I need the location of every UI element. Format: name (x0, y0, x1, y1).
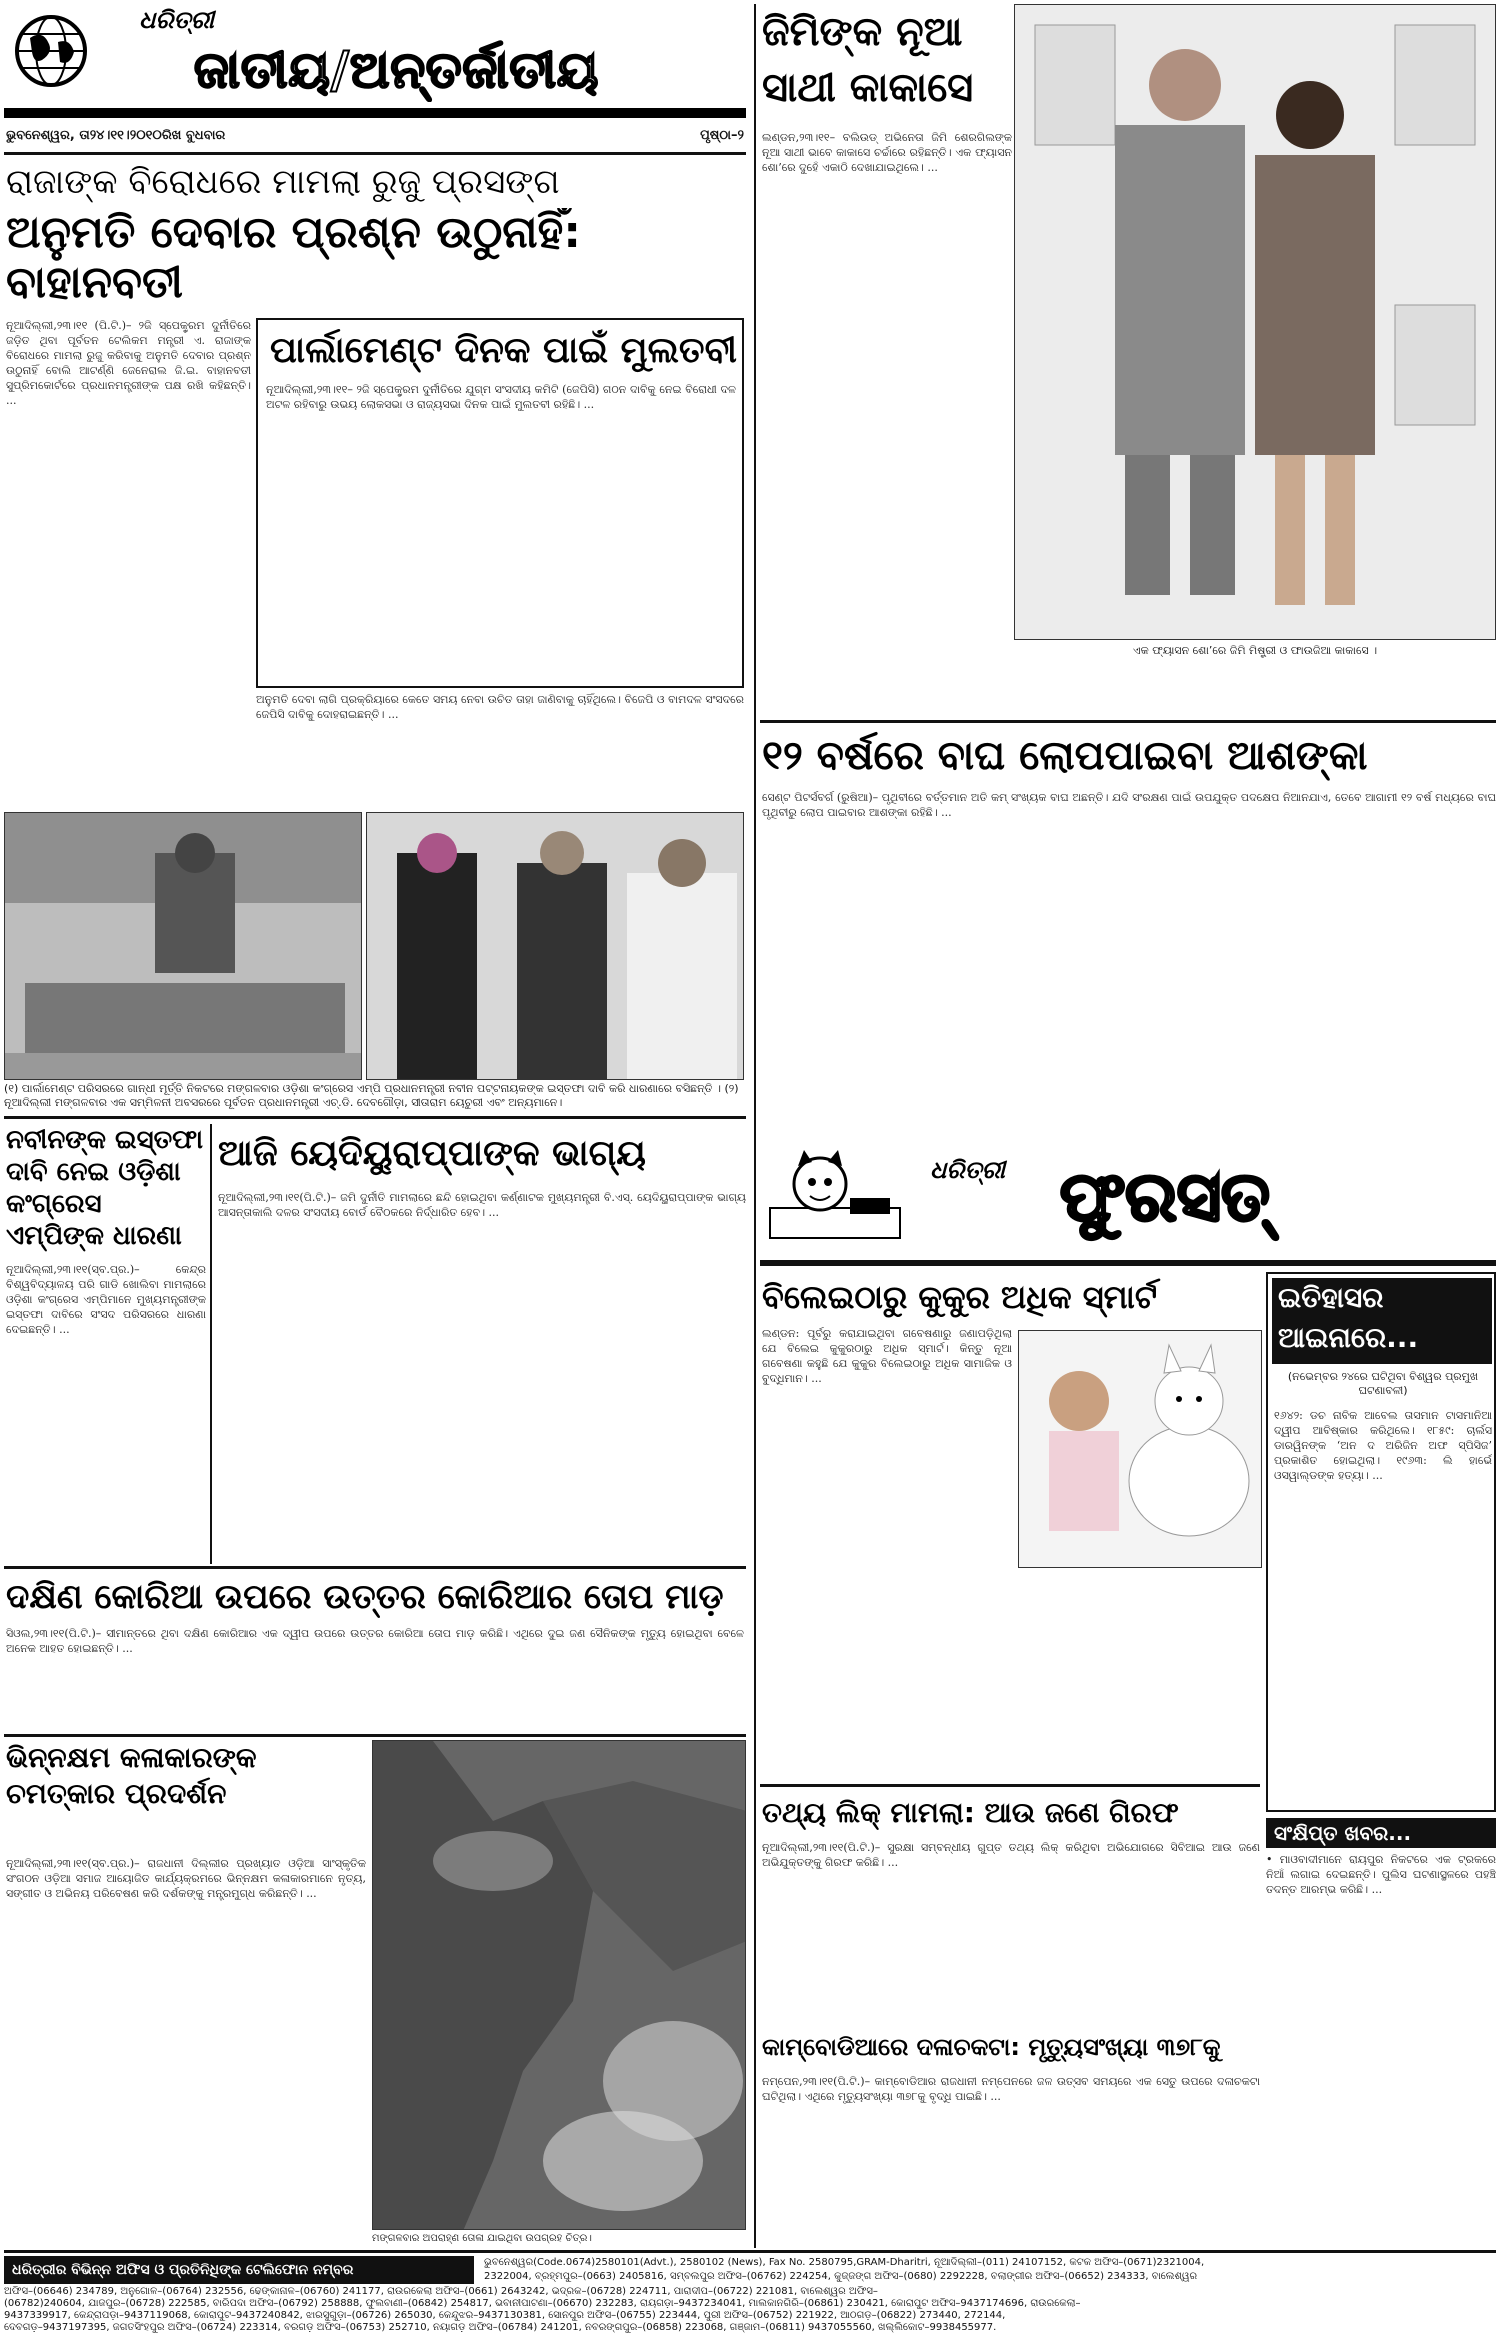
headline-parl: ପାର୍ଲାମେଣ୍ଟ ଦିନକ ପାଇଁ ମୁଲତବୀ (270, 330, 737, 371)
headline-jimmy: ଜିମିଙ୍କ ନୂଆ ସାଥୀ କାକାସେ (762, 9, 974, 111)
divider (760, 1784, 1260, 1787)
article-body-naveen: ନୂଆଦିଲ୍ଲୀ,୨୩।୧୧(ସ୍ବ.ପ୍ର.)– କେନ୍ଦ୍ର ବିଶ୍ୱବିଦ୍ୟାଳୟ ପରି ଗାଡି ଖୋଲିବା ମାମଲାରେ ଓଡ଼ିଶା କଂଗ୍ରେସ ଏମ୍ପିମାନେ ମୁଖ୍ୟମନ୍ତ୍ରୀଙ୍କ ଇସ୍ତଫା ଦାବିରେ ସଂସଦ ପରିସରରେ ଧାରଣା ଦେଇଛନ୍ତି। ... (6, 1263, 206, 1336)
footer-title: ଧରିତ୍ରୀର ବିଭିନ୍ନ ଅଫିସ ଓ ପ୍ରତିନିଧିଙ୍କ ଟେଲିଫୋନ ନମ୍ବର (4, 2256, 474, 2284)
brief-body: • ମାଓବାଦୀମାନେ ରାୟପୁର ନିକଟରେ ଏକ ଟ୍ରକରେ ନିଆଁ ଲଗାଇ ଦେଇଛନ୍ତି। ପୁଲିସ ଘଟଣାସ୍ଥଳରେ ପହଞ୍ଚି ତଦନ୍ତ ଆରମ୍ଭ କରିଛି। ... (1266, 1853, 1496, 1896)
fursat-brand: ଧରିତ୍ରୀ (930, 1156, 1005, 1184)
page-label: ପୃଷ୍ଠା–୨ (700, 128, 744, 143)
headline-cambodia: କାମ୍ବୋଡିଆରେ ଦଳାଚକଟା: ମୃତ୍ୟୁସଂଖ୍ୟା ୩୭୮କୁ (762, 2033, 1221, 2061)
photo-caption-1: (୧) ପାର୍ଲାମେଣ୍ଟ ପରିସରରେ ଗାନ୍ଧୀ ମୂର୍ତ୍ତି ନିକଟରେ ମଙ୍ଗଳବାର ଓଡ଼ିଶା କଂଗ୍ରେସ ଏମ୍ପି ପ୍ରଧାନମନ୍ତ୍ରୀ ନବୀନ ପଟ୍ଟନାୟକଙ୍କ ଇସ୍ତଫା ଦାବି କରି ଧାରଣାରେ ବସିଛନ୍ତି । (୨) ନୂଆଦିଲ୍ଲୀ ମଙ୍ଗଳବାର ଏକ ସମ୍ମିଳନୀ ଅବସରରେ ପୂର୍ବତନ ପ୍ରଧାନମନ୍ତ୍ରୀ ଏଚ୍.ଡି. ଦେବଗୌଡ଼ା, ସୀତାରାମ ୟେଚୁରୀ ଏବଂ ଅନ୍ୟମାନେ। (4, 1082, 739, 1109)
divider (4, 1566, 746, 1569)
footer-line: 2322004, ବ୍ରହ୍ମପୁର–(0663) 2405816, ସମ୍ବଲପୁର ଅଫିସ–(06762) 224254, କୁଜ୍ଜଙ୍ଗ ଅଫିସ–(0680) 2292228, ବଲାଙ୍ଗୀର ଅଫିସ–(06652) 234333, ବାଲେଶ୍ୱର (484, 2271, 1198, 2282)
photo-deve-gowda (366, 812, 744, 1080)
masthead-title-band (94, 34, 744, 104)
headline-artists: ଭିନ୍ନକ୍ଷମ କଳାକାରଙ୍କ ଚମତ୍କାର ପ୍ରଦର୍ଶନ (6, 1741, 257, 1810)
headline-tiger: ୧୨ ବର୍ଷରେ ବାଘ ଲୋପପାଇବା ଆଶଙ୍କା (762, 733, 1368, 779)
article-body-parl: ନୂଆଦିଲ୍ଲୀ,୨୩।୧୧– ୨ଜି ସ୍ପେକ୍ଟ୍ରମ ଦୁର୍ନୀତିରେ ଯୁଗ୍ମ ସଂସଦୀୟ କମିଟି (ଜେପିସି) ଗଠନ ଦାବିକୁ ନେଇ ବିରୋଧୀ ଦଳ ଅଟଳ ରହିବାରୁ ଉଭୟ ଲୋକସଭା ଓ ରାଜ୍ୟସଭା ଦିନକ ପାଇଁ ମୁଲତବୀ ରହିଛି। ... (266, 383, 736, 411)
footer-line: (06782)240604, ଯାଜପୁର–(06728) 222585, ବାରିପଦା ଅଫିସ–(06792) 258888, ଫୁଲବାଣୀ–(06842) 254817, ଭବାନୀପାଟଣା–(06670) 232283, ରାୟଗଡ଼ା–9437234041, ମାଲକାନଗିରି–(06861) 230421, କୋରାପୁଟ ଅଫିସ–9437174696, ରାଉରକେଲା– (4, 2298, 1081, 2309)
satellite-image (372, 1740, 746, 2230)
article-body-artists: ନୂଆଦିଲ୍ଲୀ,୨୩।୧୧(ସ୍ବ.ପ୍ର.)– ରାଜଧାନୀ ଦିଲ୍ଲୀର ପ୍ରଖ୍ୟାତ ଓଡ଼ିଆ ସାଂସ୍କୃତିକ ସଂଗଠନ ଓଡ଼ିଆ ସମାଜ ଆୟୋଜିତ କାର୍ଯ୍ୟକ୍ରମରେ ଭିନ୍ନକ୍ଷମ କଳାକାରମାନେ ନୃତ୍ୟ, ସଙ୍ଗୀତ ଓ ଅଭିନୟ ପରିବେଷଣ କରି ଦର୍ଶକଙ୍କୁ ମନ୍ତ୍ରମୁଗ୍ଧ କରିଛନ୍ତି। ... (6, 1857, 366, 1900)
cat-cartoon-icon (760, 1148, 910, 1248)
headline-brief: ସଂକ୍ଷିପ୍ତ ଖବର... (1266, 1818, 1496, 1848)
masthead-bar (4, 108, 746, 118)
headline-yeddy: ଆଜି ୟେଦିୟୁରାପ୍ପାଙ୍କ ଭାଗ୍ୟ (218, 1133, 646, 1174)
footer-line: ଭୁବନେଶ୍ୱର(Code.0674)2580101(Advt.), 2580102 (News), Fax No. 2580795,GRAM-Dharitri, ନୂଆଦିଲ୍ଲୀ–(011) 24107152, କଟକ ଅଫିସ–(0671)2321004, (484, 2257, 1205, 2268)
article-body-korea: ସିଓଲ,୨୩।୧୧(ପି.ଟି.)– ସୀମାନ୍ତରେ ଥିବା ଦକ୍ଷିଣ କୋରିଆର ଏକ ଦ୍ୱୀପ ଉପରେ ଉତ୍ତର କୋରିଆ ତୋପ ମାଡ଼ କରିଛି। ଏଥିରେ ଦୁଇ ଜଣ ସୈନିକଙ୍କ ମୃତ୍ୟୁ ହୋଇଥିବା ବେଳେ ଅନେକ ଆହତ ହୋଇଛନ୍ତି। ... (6, 1627, 744, 1655)
article-body-cambodia: ନମ୍ପେନ,୨୩।୧୧(ପି.ଟି.)– କାମ୍ବୋଡିଆର ରାଜଧାନୀ ନମ୍ପେନରେ ଜଳ ଉତ୍ସବ ସମୟରେ ଏକ ସେତୁ ଉପରେ ଦଳାଚକଟା ଘଟିଥିଲା। ଏଥିରେ ମୃତ୍ୟୁସଂଖ୍ୟା ୩୭୮କୁ ବୃଦ୍ଧି ପାଇଛି। ... (762, 2075, 1260, 2103)
photo-jimmy-kakase (1014, 4, 1496, 640)
history-box (1266, 1272, 1496, 1812)
photo-girl-dog (1018, 1330, 1262, 1568)
headline-history: ଇତିହାସର ଆଇନାରେ... (1272, 1278, 1492, 1364)
article-body-dog-cont (1018, 1574, 1262, 1778)
divider (4, 152, 746, 155)
article-body-parl-cont: ଅନୁମତି ଦେବା ଲାଗି ପ୍ରକ୍ରିୟାରେ କେତେ ସମୟ ନେବା ଉଚିତ ତାହା ଜାଣିବାକୁ ଚାହିଁଥିଲେ। ବିଜେପି ଓ ବାମଦଳ ସଂସଦରେ ଜେପିସି ଦାବିକୁ ଦୋହରାଇଛନ୍ତି। ... (256, 693, 744, 721)
article-body-yeddy: ନୂଆଦିଲ୍ଲୀ,୨୩।୧୧(ପି.ଟି.)– ଜମି ଦୁର୍ନୀତି ମାମଲାରେ ଛନ୍ଦି ହୋଇଥିବା କର୍ଣ୍ଣାଟକ ମୁଖ୍ୟମନ୍ତ୍ରୀ ବି.ଏସ୍. ୟେଦିୟୁରାପ୍ପାଙ୍କ ଭାଗ୍ୟ ଆସନ୍ତାକାଲି ଦଳର ସଂସଦୀୟ ବୋର୍ଡ ବୈଠକରେ ନିର୍ଦ୍ଧାରିତ ହେବ। ... (218, 1191, 746, 1219)
satellite-caption: ମଙ୍ଗଳବାର ଅପରାହ୍ଣ ତୋଳା ଯାଇଥିବା ଉପଗ୍ରହ ଚିତ୍ର। (372, 2233, 592, 2244)
headline-leak: ତଥ୍ୟ ଲିକ୍ ମାମଲା: ଆଉ ଜଣେ ଗିରଫ (762, 1796, 1179, 1829)
headline-dog: ବିଲେଇଠାରୁ କୁକୁର ଅଧିକ ସ୍ମାର୍ଟ (762, 1278, 1158, 1316)
photo-gandhi-statue (4, 812, 362, 1080)
dateline: ଭୁବନେଶ୍ୱର, ତା୨୪।୧୧।୨୦୧୦ରିଖ ବୁଧବାର (6, 128, 226, 143)
divider (760, 720, 1496, 723)
history-body: ୧୬୪୨: ଡଚ ନାବିକ ଆବେଲ ତାସମାନ ଟାସମାନିଆ ଦ୍ୱୀପ ଆବିଷ୍କାର କରିଥିଲେ। ୧୮୫୯: ଚାର୍ଲସ ଡାରୱିନଙ୍କ ‘ଅନ ଦ ଅରିଜିନ ଅଫ ସ୍ପିସିଜ’ ପ୍ରକାଶିତ ହୋଇଥିଲା। ୧୯୬୩: ଲି ହାର୍ଭେ ଓସୱାଲ୍ଡଙ୍କ ହତ୍ୟା। ... (1274, 1409, 1492, 1482)
fursat-banner (760, 1148, 1496, 1258)
masthead-brand: ଧରିତ୍ରୀ (139, 6, 214, 34)
divider (4, 1734, 746, 1737)
divider (754, 4, 756, 2248)
masthead (4, 4, 746, 122)
headline-raja: ଅନୁମତି ଦେବାର ପ୍ରଶ୍ନ ଉଠୁନାହିଁ: ବାହାନବତୀ (6, 208, 581, 308)
kicker-raja: ରାଜାଙ୍କ ବିରୋଧରେ ମାମଲା ରୁଜୁ ପ୍ରସଙ୍ଗ (6, 162, 560, 202)
globe-logo-icon (12, 12, 90, 90)
article-body-jimmy: ଲଣ୍ଡନ,୨୩।୧୧– ବଲିଉଡ୍ ଅଭିନେତା ଜିମି ଶେରଗିଲଙ୍କ ନୂଆ ସାଥୀ ଭାବେ କାକାସେ ଚର୍ଚ୍ଚାରେ ରହିଛନ୍ତି। ଏକ ଫ୍ୟାସନ ଶୋ’ରେ ଦୁହେଁ ଏକାଠି ଦେଖାଯାଇଥିଲେ। ... (762, 131, 1012, 174)
article-body-leak: ନୂଆଦିଲ୍ଲୀ,୨୩।୧୧(ପି.ଟି.)– ସୁରକ୍ଷା ସମ୍ବନ୍ଧୀୟ ଗୁପ୍ତ ତଥ୍ୟ ଲିକ୍ କରିଥିବା ଅଭିଯୋଗରେ ସିବିଆଇ ଆଉ ଜଣେ ଅଭିଯୁକ୍ତଙ୍କୁ ଗିରଫ କରିଛି। ... (762, 1841, 1260, 1869)
article-body-raja: ନୂଆଦିଲ୍ଲୀ,୨୩।୧୧ (ପି.ଟି.)– ୨ଜି ସ୍ପେକ୍ଟ୍ରମ ଦୁର୍ନୀତିରେ ଜଡ଼ିତ ଥିବା ପୂର୍ବତନ ଟେଲିକମ ମନ୍ତ୍ରୀ ଏ. ରାଜାଙ୍କ ବିରୋଧରେ ମାମଲା ରୁଜୁ କରିବାକୁ ଅନୁମତି ଦେବାର ପ୍ରଶ୍ନ ଉଠୁନାହିଁ ବୋଲି ଆଟର୍ଣ୍ଣି ଜେନେରାଲ ଜି.ଇ. ବାହାନବତୀ ସୁପ୍ରିମକୋର୍ଟରେ ପ୍ରଧାନମନ୍ତ୍ରୀଙ୍କ ପକ୍ଷ ରଖି କହିଛନ୍ତି। ... (6, 319, 251, 407)
article-body-tiger: ସେଣ୍ଟ ପିଟର୍ସବର୍ଗ (ରୁଷିଆ)– ପୃଥିବୀରେ ବର୍ତ୍ତମାନ ଅତି କମ୍ ସଂଖ୍ୟକ ବାଘ ଅଛନ୍ତି। ଯଦି ସଂରକ୍ଷଣ ପାଇଁ ଉପଯୁକ୍ତ ପଦକ୍ଷେପ ନିଆନଯାଏ, ତେବେ ଆଗାମୀ ୧୨ ବର୍ଷ ମଧ୍ୟରେ ବାଘ ପୃଥିବୀରୁ ଲୋପ ପାଇବାର ଆଶଙ୍କା ରହିଛି। ... (762, 791, 1496, 819)
divider (760, 1260, 1496, 1266)
divider (4, 2250, 1496, 2253)
divider (210, 1124, 212, 1564)
footer-line: ଅଫିସ–(06646) 234789, ଅନୁଗୋଳ–(06764) 232556, ଢେଙ୍କାନାଳ–(06760) 241177, ରାଉରକେଲା ଅଫିସ–(0661) 2643242, ଭଦ୍ରକ–(06728) 224711, ପାରାଦୀପ–(06722) 221081, ବାଲେଶ୍ୱର ଅଫିସ– (4, 2286, 878, 2297)
photo-caption-jimmy: ଏକ ଫ୍ୟାସନ ଶୋ’ରେ ଜିମି ମିଷ୍ଟ୍ରୀ ଓ ଫାଉଜିଆ କାକାସେ । (1132, 644, 1378, 657)
footer (4, 2256, 1496, 2336)
headline-korea: ଦକ୍ଷିଣ କୋରିଆ ଉପରେ ଉତ୍ତର କୋରିଆର ତୋପ ମାଡ଼ (6, 1577, 724, 1617)
footer-line: 9437339917, କେନ୍ଦ୍ରାପଡ଼ା–9437119068, କୋରାପୁଟ–9437240842, ଝାରସୁଗୁଡ଼ା–(06726) 265030, କେନ୍ଦୁଝର–9437130381, ସୋନପୁର ଅଫିସ–(06755) 223444, ପୁରୀ ଅଫିସ–(06752) 221922, ଆଠଗଡ଼–(06822) 273440, 272144, (4, 2310, 1006, 2321)
history-subtitle: (ନଭେମ୍ବର ୨୪ରେ ଘଟିଥିବା ବିଶ୍ୱର ପ୍ରମୁଖ ଘଟଣାବଳୀ) (1287, 1370, 1479, 1397)
footer-line: ଦେବଗଡ଼–9437197395, ଜଗତସିଂହପୁର ଅଫିସ–(06724) 223314, ବରଗଡ଼ ଅଫିସ–(06753) 252710, ନୟାଗଡ଼ ଅଫିସ–(06784) 241201, ନବରଙ୍ଗପୁର–(06858) 223068, ଗଞ୍ଜାମ–(06811) 9437055560, ଖଲ୍ଲିକୋଟ–9938455977. (4, 2322, 997, 2333)
divider (4, 1116, 746, 1119)
headline-naveen: ନବୀନଙ୍କ ଇସ୍ତଫା ଦାବି ନେଇ ଓଡ଼ିଶା କଂଗ୍ରେସ ଏମ୍ପିଙ୍କ ଧାରଣା (6, 1125, 204, 1251)
article-body-dog: ଲଣ୍ଡନ: ପୂର୍ବରୁ କରାଯାଇଥିବା ଗବେଷଣାରୁ ଜଣାପଡ଼ିଥିଲା ଯେ ବିଲେଇ କୁକୁରଠାରୁ ଅଧିକ ସ୍ମାର୍ଟ। କିନ୍ତୁ ନୂଆ ଗବେଷଣା କହୁଛି ଯେ କୁକୁର ବିଲେଇଠାରୁ ଅଧିକ ସାମାଜିକ ଓ ବୁଦ୍ଧିମାନ। ... (762, 1327, 1012, 1385)
parl-box (256, 318, 744, 688)
fursat-title: ଫୁରସତ୍ (1060, 1158, 1270, 1237)
section-title: ଜାତୀୟ/ଅନ୍ତର୍ଜାତୀୟ (194, 41, 600, 99)
